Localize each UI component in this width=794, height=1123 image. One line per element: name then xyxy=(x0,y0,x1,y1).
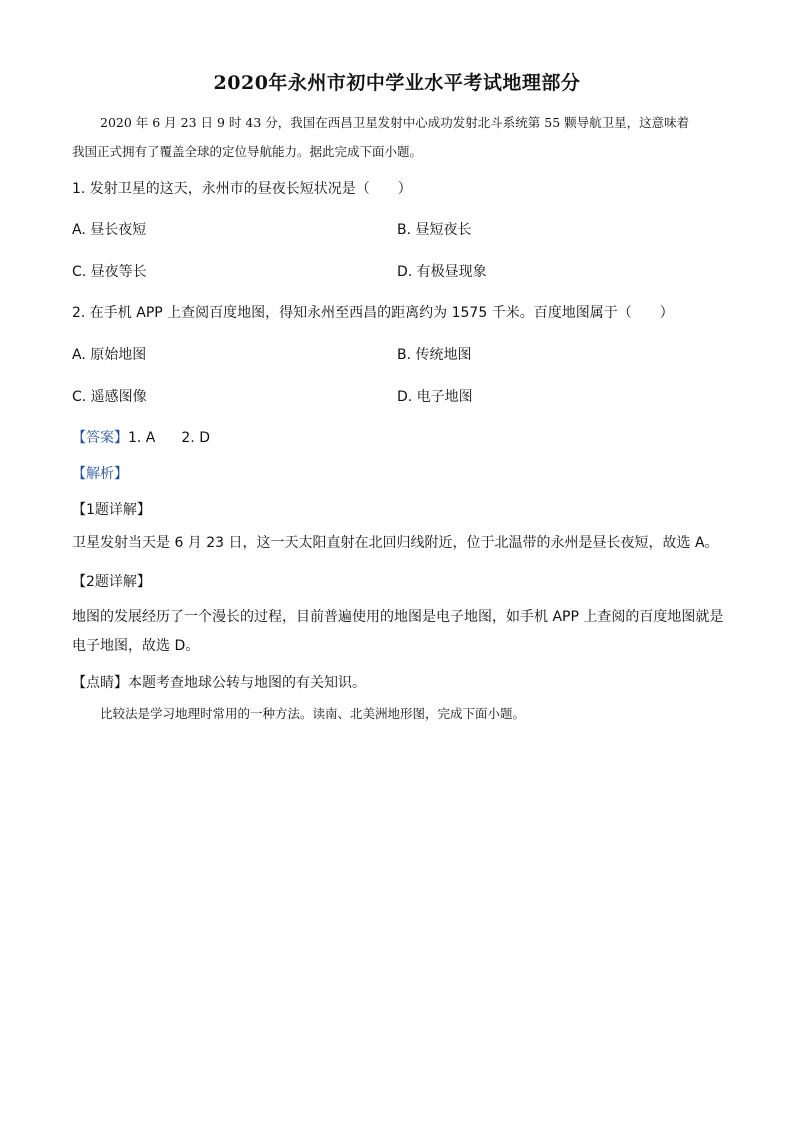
question-2-option-d: D. 电子地图 xyxy=(397,389,473,405)
answer-label: 【答案】 xyxy=(72,430,128,446)
next-question-intro: 比较法是学习地理时常用的一种方法。读南、北美洲地形图，完成下面小题。 xyxy=(100,706,526,721)
question-1-option-c: C. 昼夜等长 xyxy=(72,264,147,280)
point-text: 本题考查地球公转与地图的有关知识。 xyxy=(128,675,366,691)
intro-line-2: 我国正式拥有了覆盖全球的定位导航能力。据此完成下面小题。 xyxy=(72,144,423,159)
detail-2-line-2: 电子地图，故选 D。 xyxy=(72,638,200,654)
analysis-label: 【解析】 xyxy=(72,466,128,482)
answer-1: 1. A xyxy=(128,430,156,446)
detail-2-text xyxy=(72,603,724,661)
intro-line-1: 2020 年 6 月 23 日 9 时 43 分，我国在西昌卫星发射中心成功发射北斗系统第 55 颗导航卫星，这意味着 xyxy=(100,115,690,130)
question-2-option-b: B. 传统地图 xyxy=(397,347,472,363)
question-1-option-a: A. 昼长夜短 xyxy=(72,222,147,238)
detail-1-text: 卫星发射当天是 6 月 23 日，这一天太阳直射在北回归线附近，位于北温带的永州是昼长夜短，故选 A。 xyxy=(72,535,719,551)
question-1-option-b: B. 昼短夜长 xyxy=(397,222,472,238)
point-label: 【点睛】 xyxy=(72,675,128,691)
question-1-stem: 1. 发射卫星的这天，永州市的昼夜长短状况是（ ） xyxy=(72,181,412,197)
intro-passage xyxy=(72,108,722,166)
point-line xyxy=(72,672,366,692)
question-1-option-d: D. 有极昼现象 xyxy=(397,264,487,280)
page-title: 2020年永州市初中学业水平考试地理部分 xyxy=(213,72,581,94)
answer-2: 2. D xyxy=(181,430,210,446)
detail-2-label: 【2题详解】 xyxy=(72,574,151,590)
answer-line xyxy=(72,427,210,447)
question-2-stem: 2. 在手机 APP 上查阅百度地图，得知永州至西昌的距离约为 1575 千米。百度地图属于（ ） xyxy=(72,305,674,321)
question-2-option-c: C. 遥感图像 xyxy=(72,389,147,405)
detail-2-line-1: 地图的发展经历了一个漫长的过程，目前普遍使用的地图是电子地图，如手机 APP 上查阅的百度地图就是 xyxy=(72,609,724,625)
question-2-option-a: A. 原始地图 xyxy=(72,347,147,363)
detail-1-label: 【1题详解】 xyxy=(72,502,151,518)
